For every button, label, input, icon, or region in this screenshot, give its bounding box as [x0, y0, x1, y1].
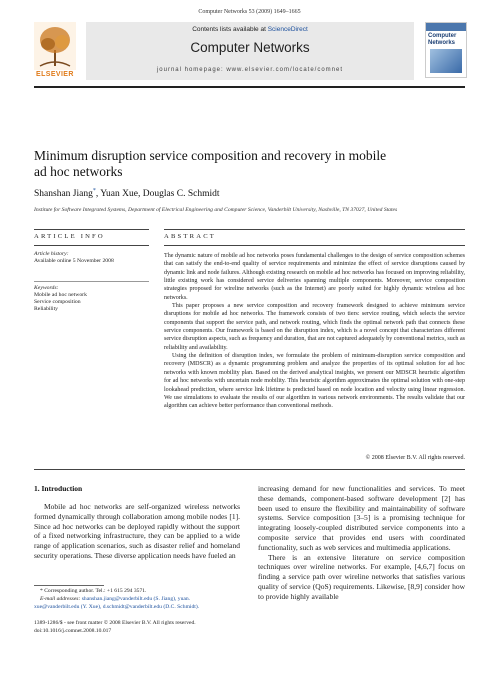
footnote-rule: [34, 585, 104, 586]
paper-title: [34, 148, 394, 179]
title-line2: ad hoc networks: [34, 163, 123, 179]
body-paragraph: Mobile ad hoc networks are self-organized wireless networks formed dynamically through collaboration among mobile nodes [1]. Since ad hoc networks can be deployed rapidly without the support of a fixed networking infrastructure, they can be applied to a wide range of application scenarios, such as disaster relief and homeland security operations. These diverse application needs have fueled an: [34, 502, 240, 560]
abstract-paragraph: This paper proposes a new service composition and recovery framework designed to achieve minimum service disruptions for mobile ad hoc networks. The framework consists of two tiers: service routing, which selects the service components that support the service path, and network routing, which finds the optimal network path that connects these service components. Our framework is based on the disruption index, which is a novel concept that characterizes different service disruption aspects, such as frequency and duration, that are not captured adequately by conventional metrics, such as reliability and availability.: [164, 303, 465, 351]
article-info-rule: [34, 229, 149, 230]
corresponding-author-mark[interactable]: *: [92, 188, 96, 194]
email-links-line1[interactable]: shanshan.jiang@vanderbilt.edu (S. Jiang), yuan.: [81, 596, 191, 602]
keyword-item: Mobile ad hoc network: [34, 292, 87, 298]
history-label: Article history:: [34, 251, 69, 257]
history-value: Available online 5 November 2008: [34, 258, 114, 264]
right-column: [258, 484, 465, 602]
article-info-heading: ARTICLE INFO: [34, 233, 105, 240]
email-label: E-mail addresses:: [40, 596, 82, 602]
left-column: [34, 502, 240, 561]
abstract-heading: ABSTRACT: [164, 233, 217, 240]
cover-image: [430, 49, 462, 73]
issn-line: 1389-1286/$ - see front matter © 2008 Elsevier B.V. All rights reserved.: [34, 620, 196, 626]
abstract-paragraph: The dynamic nature of mobile ad hoc networks poses fundamental challenges to the design of service composition schemes that can satisfy the end-to-end quality of service requirements and minimize the effect of service disruptions caused by dynamic link and node failures. Although existing research on mobile ad hoc networks has focused on improving reliability, little existing work has considered service deliveries spanning multiple components. Moreover, service composition strategies proposed for wireline networks (such as the Internet) are poorly suited for highly dynamic wireless ad hoc networks.: [164, 253, 465, 301]
journal-homepage[interactable]: journal homepage: www.elsevier.com/locate/comnet: [156, 67, 344, 73]
body-paragraph: There is an extensive literature on service composition techniques over wireline networks. For example, [4,6,7] focus on finding a service path over wireline networks that satisfies various quality of service (QoS) requirements. Likewise, [8,9] consider how to provide highly available: [258, 552, 465, 601]
body-paragraph: increasing demand for new functionalities and services. To meet these demands, component-based software development [2] has been used to ensure the flexibility and maintainability of software systems. Service composition [3–5] is a promising technique for integrating loosely-coupled distributed service components into a composite service that provides end users with coordinated functionality, such as web services and multimedia applications.: [258, 484, 465, 552]
running-header: Computer Networks 53 (2009) 1649–1665: [198, 9, 301, 15]
journal-cover-thumbnail: [425, 22, 467, 78]
keyword-item: Reliability: [34, 306, 59, 312]
title-line1: Minimum disruption service composition and recovery in mobile: [34, 148, 387, 163]
email-footnote-cont: [34, 604, 244, 611]
publisher-name: ELSEVIER: [36, 71, 74, 78]
keywords-rule: [34, 281, 149, 282]
keyword-item: Service composition: [34, 299, 81, 305]
email-footnote: [40, 596, 245, 603]
cover-band: [426, 23, 466, 31]
corresponding-author-note: * Corresponding author. Tel.: +1 615 294 3571.: [40, 588, 147, 594]
co-authors: , Yuan Xue, Douglas C. Schmidt: [95, 189, 220, 200]
cover-title-line2: Networks: [428, 39, 456, 46]
author-name: Shanshan Jiang: [34, 189, 93, 200]
abstract-rule: [164, 229, 465, 230]
journal-title: Computer Networks: [190, 40, 310, 55]
cover-title: [428, 33, 456, 46]
abstract-paragraph: Using the definition of disruption index, we formulate the problem of minimum-disruption service composition and recovery (MDSCR) as a dynamic programming problem and analyze the properties of its optimal solution for ad hoc networks with known mobility plan. Based on the derived analytical insights, we present our MDSCR heuristic algorithm for ad hoc networks with uncertain node mobility. This heuristic algorithm approximates the optimal solution with one-step lookahead prediction, where service link lifetime is predicted based on node location and velocity using linear regression. We use simulations to evaluate the results of our algorithm in various network environments. The results validate that our algorithm can achieve better performance than conventional methods.: [164, 353, 465, 410]
section-heading: 1. Introduction: [34, 484, 83, 493]
contents-prefix: Contents lists available at: [192, 26, 268, 33]
affiliation: Institute for Software Integrated Systems, Department of Electrical Engineering and Computer Science, Vanderbilt University, Nashville, TN 37027, United States: [34, 207, 398, 213]
cover-title-line1: Computer: [428, 33, 457, 39]
header-rule: [34, 86, 465, 88]
abstract-body: [164, 252, 465, 411]
author-list: [34, 188, 220, 199]
keywords-label: Keywords:: [34, 285, 59, 291]
abstract-rule-2: [164, 245, 465, 246]
elsevier-tree-logo: [34, 22, 76, 70]
email-links-line2[interactable]: xue@vanderbilt.edu (Y. Xue), d.schmidt@vanderbilt.edu (D.C. Schmidt).: [34, 604, 200, 610]
abstract-copyright: © 2008 Elsevier B.V. All rights reserved.: [365, 455, 465, 461]
sciencedirect-link[interactable]: ScienceDirect: [267, 26, 308, 33]
doi-line[interactable]: doi:10.1016/j.comnet.2008.10.017: [34, 628, 112, 634]
abstract-bottom-rule: [34, 469, 465, 470]
article-info-rule-2: [34, 245, 149, 246]
contents-available-line: [86, 26, 414, 33]
